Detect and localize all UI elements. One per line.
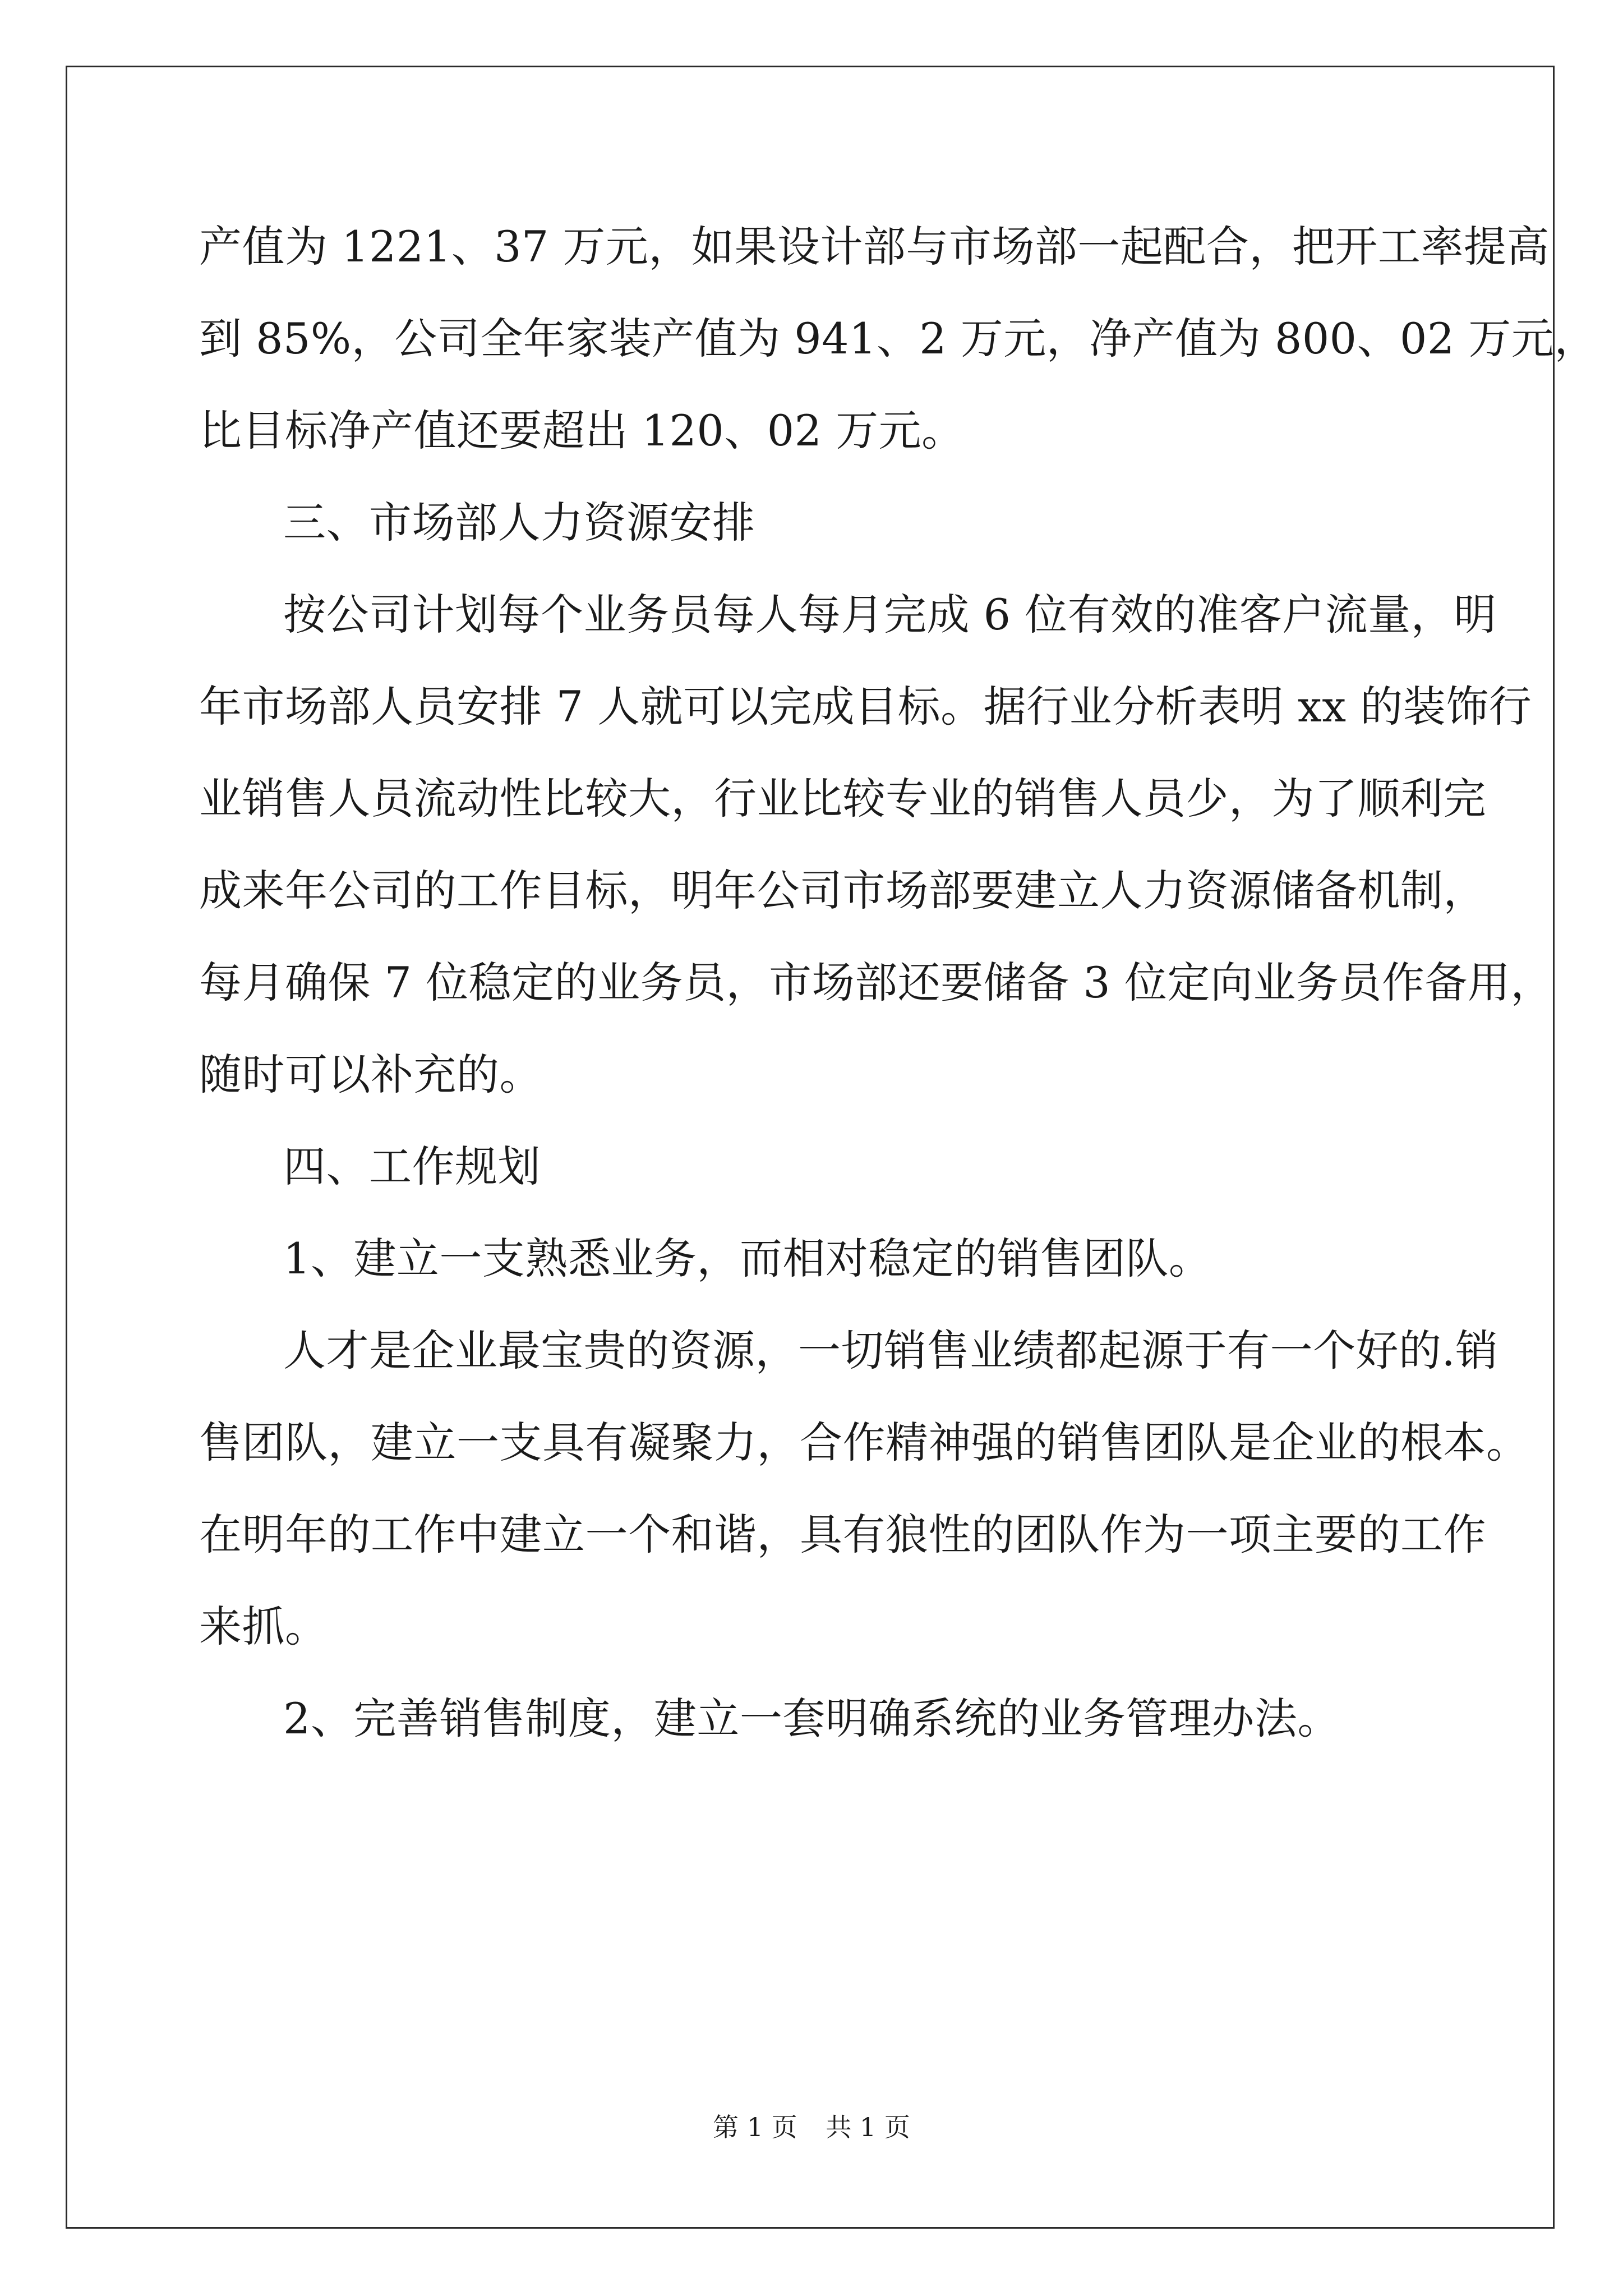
page-number: 第 1 页: [713, 2112, 797, 2142]
text-line: 在明年的工作中建立一个和谐，具有狼性的团队作为一项主要的工作: [199, 1510, 1486, 1559]
text-line: 售团队，建立一支具有凝聚力，合作精神强的销售团队是企业的根本。: [199, 1418, 1529, 1467]
text-line: 到 85%，公司全年家装产值为 941、2 万元，净产值为 800、02 万元，: [199, 314, 1597, 364]
text-line: 来抓。: [199, 1602, 328, 1651]
text-line: 人才是企业最宝贵的资源，一切销售业绩都起源于有一个好的.销: [283, 1326, 1498, 1375]
text-line: 随时可以补充的。: [199, 1050, 542, 1099]
page-footer: [0, 2110, 1623, 2144]
text-line: 成来年公司的工作目标，明年公司市场部要建立人力资源储备机制，: [199, 866, 1486, 915]
text-line: 年市场部人员安排 7 人就可以完成目标。据行业分析表明 xx 的装饰行: [199, 682, 1532, 731]
section-heading: 三、市场部人力资源安排: [283, 498, 755, 547]
page-total: 共 1 页: [826, 2112, 910, 2142]
text-line: 产值为 1221、37 万元，如果设计部与市场部一起配合，把开工率提高: [199, 222, 1550, 272]
text-line: 按公司计划每个业务员每人每月完成 6 位有效的准客户流量，明: [283, 590, 1497, 639]
document-body: [199, 213, 1597, 1777]
text-line: 业销售人员流动性比较大，行业比较专业的销售人员少，为了顺利完: [199, 774, 1486, 823]
text-line: 比目标净产值还要超出 120、02 万元。: [199, 406, 965, 455]
subsection-heading: 2、完善销售制度，建立一套明确系统的业务管理办法。: [283, 1694, 1340, 1743]
text-line: 每月确保 7 位稳定的业务员，市场部还要储备 3 位定向业务员作备用，: [199, 958, 1553, 1007]
subsection-heading: 1、建立一支熟悉业务，而相对稳定的销售团队。: [283, 1234, 1212, 1283]
section-heading: 四、工作规划: [283, 1142, 541, 1191]
